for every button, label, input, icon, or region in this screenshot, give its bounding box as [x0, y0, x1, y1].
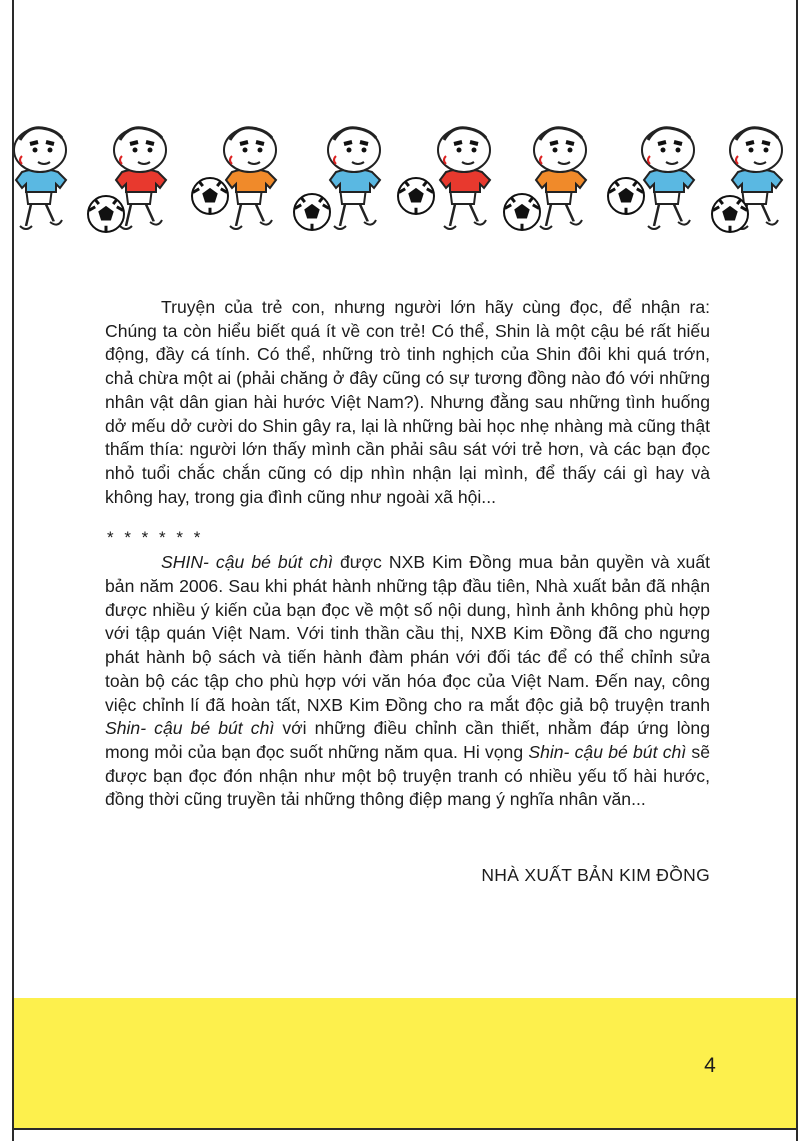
foreword-text: [105, 296, 710, 812]
shin-kicking-ball-icon: [224, 128, 276, 229]
shin-kicking-ball-icon: [438, 128, 490, 229]
shin-kicking-ball-icon: [328, 128, 380, 229]
bottom-border-line: [12, 1128, 798, 1130]
soccer-ball-icon: [504, 194, 540, 230]
paragraph-2: [105, 551, 710, 812]
mascot-border-strip: [14, 118, 796, 248]
series-title: SHIN- cậu bé bút chì: [161, 552, 333, 573]
paragraph-2-text-b: với những điều chỉnh cần thiết, nhằm đáp ứng lòng mong mỏi của bạn đọc suốt những năm qua. Hi vọng: [105, 718, 710, 762]
soccer-ball-icon: [712, 196, 748, 232]
mascot-border-illustration: [14, 118, 796, 248]
shin-kicking-ball-icon: [534, 128, 586, 229]
soccer-ball-icon: [192, 178, 228, 214]
series-title: Shin- cậu bé bút chì: [105, 718, 275, 739]
shin-kicking-ball-icon: [14, 128, 66, 229]
section-separator: * * * * * *: [107, 528, 204, 548]
soccer-ball-icon: [608, 178, 644, 214]
right-border-line: [796, 0, 798, 1141]
paragraph-2-text-c: sẽ được bạn đọc đón nhận như một bộ truyện tranh có nhiều yếu tố hài hước, đồng thời cũng truyền tải những thông điệp mang ý nghĩa nhân văn...: [105, 741, 710, 810]
series-title: Shin- cậu bé bút chì: [528, 741, 687, 762]
soccer-ball-icon: [294, 194, 330, 230]
soccer-ball-icon: [88, 196, 124, 232]
soccer-ball-icon: [398, 178, 434, 214]
paragraph-2-text-a: được NXB Kim Đồng mua bản quyền và xuất bản năm 2006. Sau khi phát hành những tập đầu tiên, Nhà xuất bản đã nhận được nhiều ý kiến của bạn đọc về một số nội dung, hình ảnh không phù hợp với tập quán Việt Nam. Với tinh thần cầu thị, NXB Kim Đồng đã cho ngưng phát hành bộ sách và tiến hành đàm phán với đối tác để có thể chỉnh sửa toàn bộ các tập cho phù hợp với văn hóa đọc của Việt Nam. Đến nay, công việc chỉnh lí đã hoàn tất, NXB Kim Đồng cho ra mắt độc giả bộ truyện tranh: [105, 552, 711, 715]
footer-yellow-band: [14, 998, 796, 1128]
shin-kicking-ball-icon: [642, 128, 694, 229]
page-number: 4: [704, 1054, 716, 1077]
publisher-signature: NHÀ XUẤT BẢN KIM ĐỒNG: [481, 865, 710, 885]
paragraph-1: Truyện của trẻ con, nhưng người lớn hãy cùng đọc, để nhận ra: Chúng ta còn hiểu biết quá ít về con trẻ! Có thể, Shin là một cậu bé rất hiếu động, đầy cá tính. Có thể, những trò tinh nghịch của Shin đôi khi quá trớn, chả chừa một ai (phải chăng ở đây cũng có sự tương đồng nào đó với những nhân vật dân gian hài hước Việt Nam?). Nhưng đằng sau những tình huống dở mếu dở cười do Shin gây ra, lại là những bài học nhẹ nhàng mà cũng thật thấm thía: người lớn thấy mình cần phải sâu sát với trẻ hơn, và các bạn đọc nhỏ tuổi chắc chắn cũng có dịp nhìn nhận lại mình, để thấy cái gì hay và không hay, trong gia đình cũng như ngoài xã hội...: [105, 297, 711, 507]
